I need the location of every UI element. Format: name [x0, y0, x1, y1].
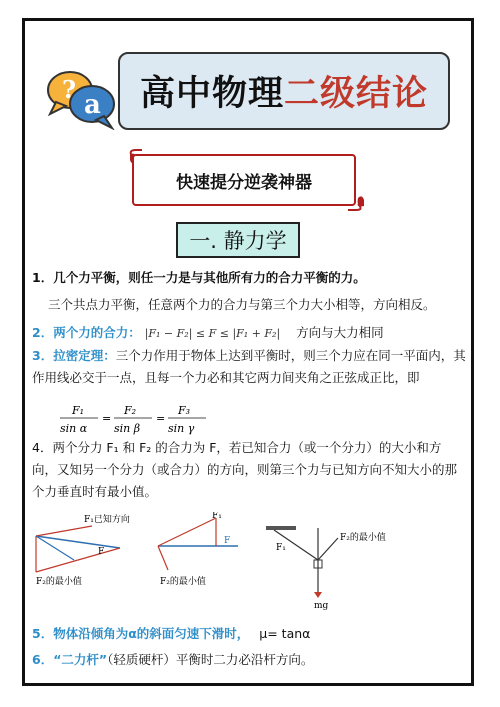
item-3-text: 三个力作用于物体上达到平衡时，则三个力应在同一平面内，其作用线必交于一点，且每一个力必和其它两力间夹角之正弦成正比，即 — [32, 348, 466, 385]
item-1-body: 三个共点力平衡，任意两个力的合力与第三个力大小相等，方向相反。 — [48, 297, 436, 312]
fig2-label-bottom: F₂的最小值 — [160, 577, 206, 587]
item-1-title: 1．几个力平衡，则任一力是与其他所有力的合力平衡的力。 — [32, 270, 366, 285]
item-2 — [32, 325, 384, 342]
lami-f1: F₁ — [72, 404, 85, 417]
question-mark-icon: ? — [62, 75, 77, 104]
lami-f3: F₃ — [178, 404, 191, 417]
item-6 — [32, 652, 313, 668]
item-6-label: 6．“二力杆” — [32, 652, 108, 667]
banner-scroll — [128, 148, 366, 212]
letter-a-icon: a — [84, 90, 101, 120]
qa-bubble-icon — [40, 66, 120, 130]
fig2-label-f: F — [224, 536, 231, 546]
svg-text:=: = — [102, 412, 112, 425]
figure-2 — [152, 512, 252, 592]
figure-1 — [32, 512, 142, 592]
item-2-formula: |F₁ − F₂| ≤ F ≤ |F₁ + F₂| — [144, 327, 281, 340]
lami-s3: sin γ — [168, 422, 195, 435]
item-4-text: 4．两个分力 F₁ 和 F₂ 的合力为 F，若已知合力（或一个分力）的大小和方向，又知另一个分力（或合力）的方向，则第三个力与已知方向不知大小的那个力垂直时有最小值。 — [32, 440, 458, 499]
section-title: 一. 静力学 — [176, 222, 300, 258]
lami-s1: sin α — [60, 422, 88, 435]
item-5 — [32, 626, 310, 642]
figure-3 — [262, 522, 412, 612]
fig3-label-f2: F₂的最小值 — [340, 533, 386, 543]
item-5-label: 5．物体沿倾角为α的斜面匀速下滑时， — [32, 626, 250, 641]
lami-f2: F₂ — [124, 404, 137, 417]
fig2-label-top: F₁ — [212, 512, 222, 521]
fig1-label-top: F₁已知方向 — [84, 515, 130, 525]
title-part-black: 高中物理 — [139, 74, 284, 114]
item-6-text: （轻质硬杆）平衡时二力必沿杆方向。 — [107, 652, 314, 667]
fig3-label-mg: mg — [314, 601, 329, 611]
lami-formula — [58, 400, 218, 440]
title-part-red: 二级结论 — [284, 74, 429, 114]
item-3 — [32, 345, 466, 389]
item-3-label: 3．拉密定理： — [32, 348, 116, 363]
fig1-label-bottom: F₂的最小值 — [36, 577, 82, 587]
fig1-label-f: F — [98, 547, 105, 557]
lami-s2: sin β — [114, 422, 141, 435]
fig3-label-f1: F₁ — [276, 543, 286, 553]
item-2-label: 2．两个力的合力： — [32, 325, 141, 340]
svg-text:=: = — [156, 412, 166, 425]
item-2-tail: 方向与大力相同 — [296, 325, 384, 340]
item-5-formula: μ= tanα — [259, 626, 311, 641]
page-title — [118, 52, 450, 130]
banner-text: 快速提分逆袭神器 — [132, 154, 356, 206]
